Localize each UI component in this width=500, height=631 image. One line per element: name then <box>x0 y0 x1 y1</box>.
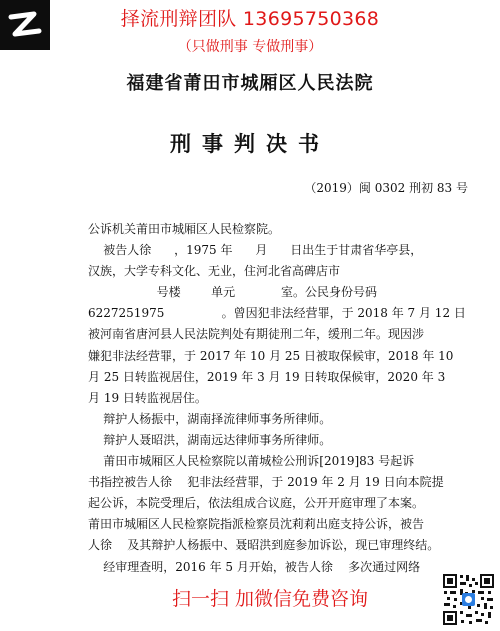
body-line: 号楼 单元 室。公民身份号码 <box>88 285 377 300</box>
body-line: 月 25 日转监视居住，2019 年 3 月 19 日转取保候审，2020 年 3 <box>88 369 446 384</box>
qr-code[interactable] <box>441 572 496 627</box>
body-line: 汉族，大学专科文化、无业，住河北省高碑店市 <box>88 264 341 279</box>
body-line: 经审理查明，2016 年 5 月开始，被告人徐 多次通过网络 <box>88 559 421 574</box>
body-line: 被告人徐 ，1975 年 月 日出生于甘肃省华亭县， <box>88 243 423 258</box>
body-line: 人徐 及其辩护人杨振中、聂昭洪到庭参加诉讼，现已审理终结。 <box>88 538 440 553</box>
body-line: 莆田市城厢区人民检察院指派检察员沈莉莉出庭支持公诉，被告 <box>88 517 425 532</box>
logo-icon <box>0 0 50 50</box>
body-line: 辩护人杨振中，湖南择流律师事务所律师。 <box>88 411 332 426</box>
case-number: （2019）闽 0302 刑初 83 号 <box>304 181 468 195</box>
body-line: 莆田市城厢区人民检察院以莆城检公刑诉[2019]83 号起诉 <box>88 454 415 469</box>
body-line: 辩护人聂昭洪，湖南远达律师事务所律师。 <box>88 432 332 447</box>
banner-subtitle: （只做刑事 专做刑事） <box>177 39 323 55</box>
body-line: 被河南省唐河县人民法院判处有期徒刑二年，缓刑二年。现因涉 <box>88 327 425 342</box>
logo <box>0 0 50 50</box>
document-body <box>88 219 468 578</box>
body-line: 嫌犯非法经营罪，于 2017 年 10 月 25 日被取保候审，2018 年 10 <box>88 348 454 363</box>
court-name: 福建省莆田市城厢区人民法院 <box>126 73 374 94</box>
body-line: 6227251975 。曾因犯非法经营罪，于 2018 年 7 月 12 日 <box>88 306 466 321</box>
body-line: 起公诉，本院受理后，依法组成合议庭，公开开庭审理了本案。 <box>88 496 425 511</box>
document-title: 刑事判决书 <box>170 131 330 156</box>
body-line: 月 19 日转监视居住。 <box>88 390 207 405</box>
body-line: 书指控被告人徐 犯非法经营罪，于 2019 年 2 月 19 日向本院提 <box>88 475 444 490</box>
qr-code-icon <box>441 572 496 627</box>
banner-title: 择流刑辩团队 13695750368 <box>120 8 380 30</box>
wechat-consult-text: 扫一扫 加微信免费咨询 <box>171 588 369 610</box>
body-line: 公诉机关莆田市城厢区人民检察院。 <box>88 222 281 236</box>
